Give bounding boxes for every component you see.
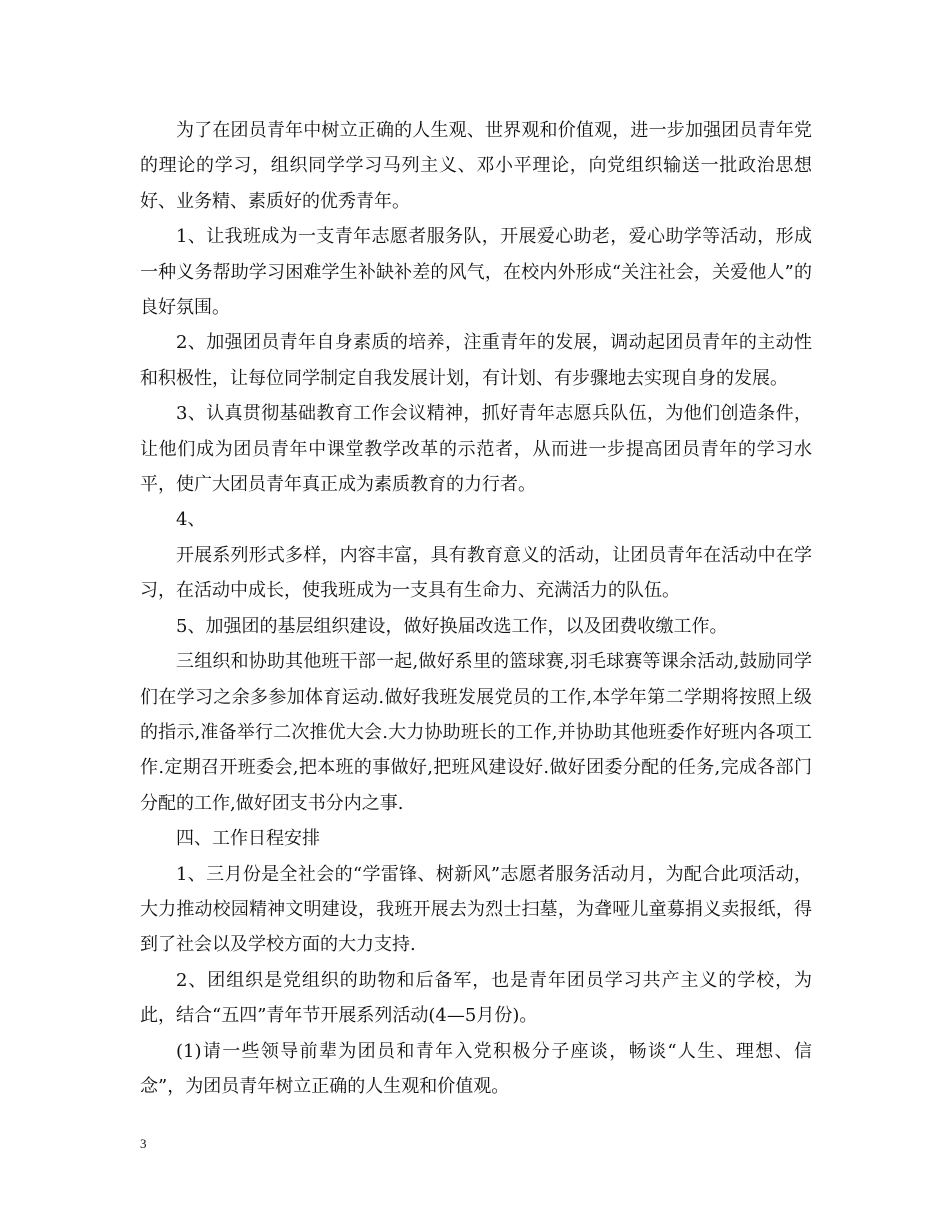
section-heading-schedule: 四、工作日程安排 [176, 828, 320, 850]
paragraph-item-3: 3、认真贯彻基础教育工作会议精神，抓好青年志愿兵队伍，为他们创造条件，让他们成为团员青年中课堂教学改革的示范者，从而进一步提高团员青年的学习水平，使广大团员青年真正成为素质教育的力行者。 [140, 403, 812, 496]
paragraph-section-3: 三组织和协助其他班干部一起,做好系里的篮球赛,羽毛球赛等课余活动,鼓励同学们在学习之余多参加体育运动.做好我班发展党员的工作,本学年第二学期将按照上级的指示,准备举行二次推优大会.大力协助班长的工作,并协助其他班委作好班内各项工作.定期召开班委会,把本班的事做好,把班风建设好.做好团委分配的任务,完成各部门分配的工作,做好团支书分内之事. [140, 651, 812, 814]
paragraph-schedule-2-1: (1)请一些领导前辈为团员和青年入党积极分子座谈，畅谈“人生、理想、信念”，为团员青年树立正确的人生观和价值观。 [140, 1040, 812, 1097]
paragraph-schedule-1: 1、三月份是全社会的“学雷锋、树新风”志愿者服务活动月，为配合此项活动，大力推动校园精神文明建设，我班开展去为烈士扫墓，为聋哑儿童募捐义卖报纸，得到了社会以及学校方面的大力支持. [140, 863, 812, 956]
paragraph-item-1: 1、让我班成为一支青年志愿者服务队，开展爱心助老，爱心助学等活动，形成一种义务帮助学习困难学生补缺补差的风气，在校内外形成“关注社会，关爱他人”的良好氛围。 [140, 226, 812, 319]
body-text [140, 113, 812, 1104]
paragraph-schedule-2: 2、团组织是党组织的助物和后备军，也是青年团员学习共产主义的学校，为此，结合“五四”青年节开展系列活动(4—5月份)。 [140, 969, 812, 1027]
page-number: 3 [140, 1136, 147, 1151]
paragraph-item-5: 5、加强团的基层组织建设，做好换届改选工作，以及团费收缴工作。 [176, 615, 728, 637]
paragraph-item-4: 开展系列形式多样，内容丰富，具有教育意义的活动，让团员青年在活动中在学习，在活动中成长，使我班成为一支具有生命力、充满活力的队伍。 [140, 544, 812, 602]
paragraph-item-4-number: 4、 [176, 509, 206, 531]
paragraph-item-2: 2、加强团员青年自身素质的培养，注重青年的发展，调动起团员青年的主动性和积极性，让每位同学制定自我发展计划，有计划、有步骤地去实现自身的发展。 [140, 332, 812, 389]
paragraph-intro: 为了在团员青年中树立正确的人生观、世界观和价值观，进一步加强团员青年党的理论的学习，组织同学学习马列主义、邓小平理论，向党组织输送一批政治思想好、业务精、素质好的优秀青年。 [140, 120, 812, 212]
